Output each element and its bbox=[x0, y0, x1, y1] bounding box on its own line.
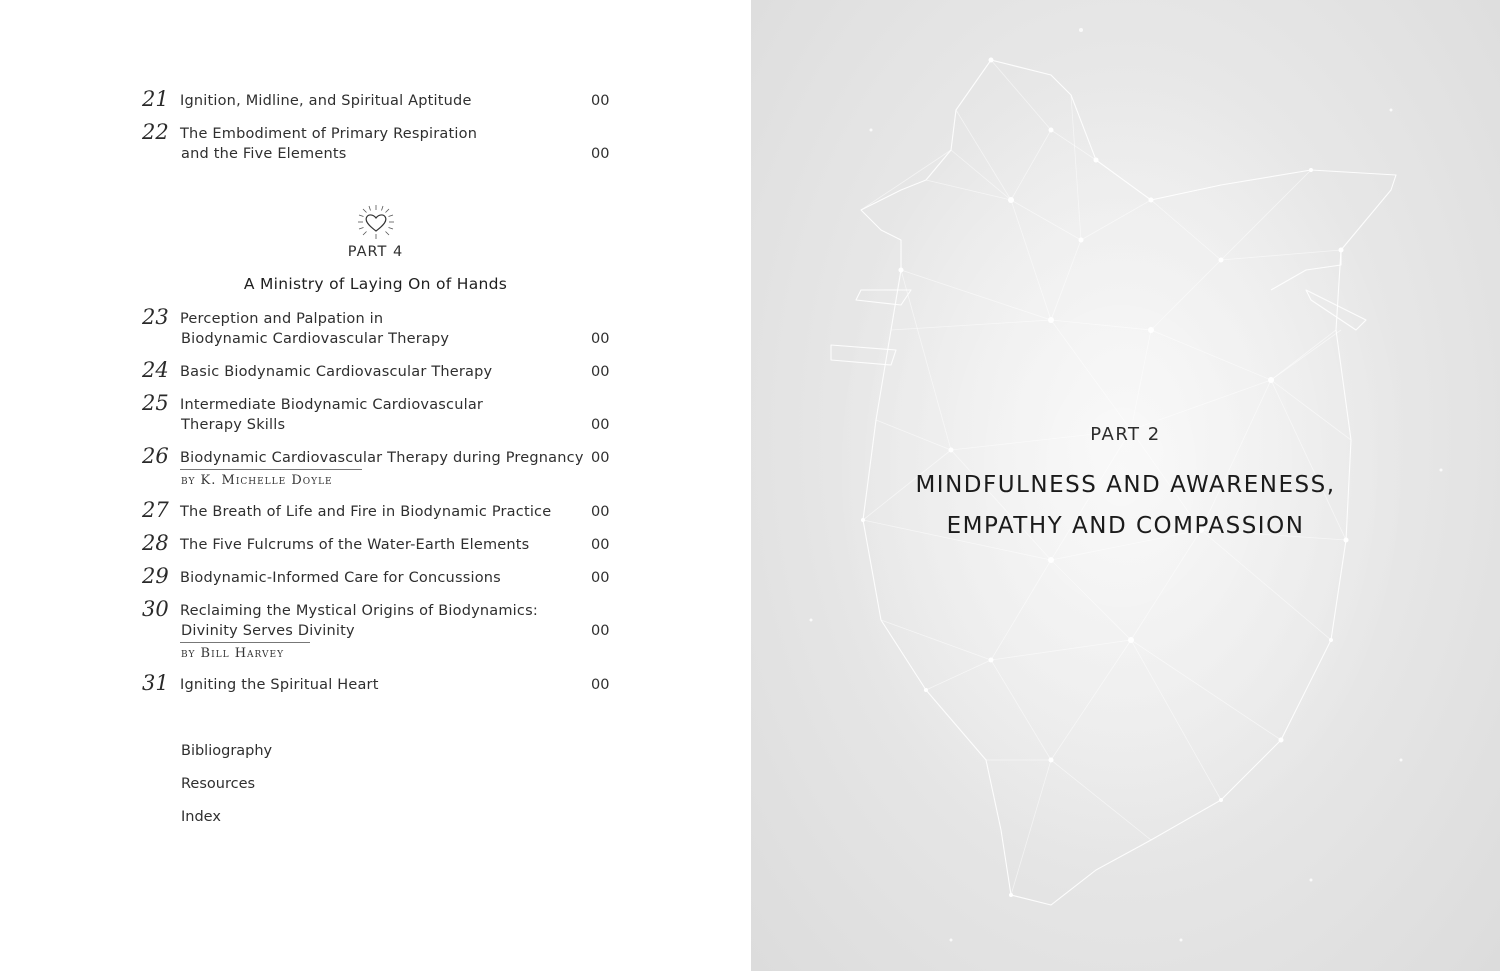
toc-chapter-title-continued[interactable]: and the Five Elements bbox=[181, 146, 347, 162]
backmatter-resources[interactable]: Resources bbox=[181, 776, 256, 792]
toc-chapter-title-continued[interactable]: Biodynamic Cardiovascular Therapy bbox=[181, 331, 450, 347]
part-2-title-line-1: MINDFULNESS AND AWARENESS, bbox=[915, 472, 1336, 498]
author-divider bbox=[180, 642, 310, 643]
toc-chapter-title[interactable]: Basic Biodynamic Cardiovascular Therapy bbox=[180, 364, 493, 380]
toc-page-number: 00 bbox=[591, 504, 610, 520]
toc-chapter-number: 31 bbox=[142, 671, 169, 695]
toc-page-number: 00 bbox=[591, 364, 610, 380]
toc-chapter-author: by K. Michelle Doyle bbox=[181, 473, 333, 488]
toc-page-number: 00 bbox=[591, 417, 610, 433]
part-4-label: PART 4 bbox=[347, 244, 404, 260]
toc-page-number: 00 bbox=[591, 93, 610, 109]
toc-chapter-number: 23 bbox=[142, 305, 169, 329]
toc-chapter-title[interactable]: Reclaiming the Mystical Origins of Biodynamics: bbox=[180, 603, 538, 619]
toc-chapter-title[interactable]: Igniting the Spiritual Heart bbox=[180, 677, 379, 693]
toc-chapter-title[interactable]: Intermediate Biodynamic Cardiovascular bbox=[180, 397, 484, 413]
toc-chapter-title[interactable]: Ignition, Midline, and Spiritual Aptitude bbox=[180, 93, 472, 109]
toc-page-number: 00 bbox=[591, 450, 610, 466]
toc-chapter-title[interactable]: Biodynamic-Informed Care for Concussions bbox=[180, 570, 501, 586]
toc-chapter-number: 26 bbox=[142, 444, 169, 468]
toc-chapter-title[interactable]: The Five Fulcrums of the Water-Earth Elements bbox=[180, 537, 530, 553]
toc-chapter-title[interactable]: The Embodiment of Primary Respiration bbox=[180, 126, 478, 142]
toc-chapter-number: 28 bbox=[142, 531, 169, 555]
toc-chapter-number: 29 bbox=[142, 564, 169, 588]
toc-chapter-author: by Bill Harvey bbox=[181, 646, 285, 661]
toc-chapter-title-continued[interactable]: Divinity Serves Divinity bbox=[181, 623, 355, 639]
toc-page-number: 00 bbox=[591, 146, 610, 162]
backmatter-index[interactable]: Index bbox=[181, 809, 221, 825]
author-divider bbox=[180, 469, 362, 470]
heart-icon bbox=[357, 204, 395, 240]
toc-chapter-number: 21 bbox=[142, 87, 169, 111]
toc-page-number: 00 bbox=[591, 623, 610, 639]
toc-chapter-title-continued[interactable]: Therapy Skills bbox=[181, 417, 286, 433]
toc-page-number: 00 bbox=[591, 537, 610, 553]
toc-chapter-number: 24 bbox=[142, 358, 169, 382]
toc-chapter-number: 30 bbox=[142, 597, 169, 621]
backmatter-bibliography[interactable]: Bibliography bbox=[181, 743, 273, 759]
toc-page-number: 00 bbox=[591, 570, 610, 586]
toc-page-number: 00 bbox=[591, 331, 610, 347]
toc-chapter-title[interactable]: Perception and Palpation in bbox=[180, 311, 384, 327]
toc-page-number: 00 bbox=[591, 677, 610, 693]
toc-chapter-title[interactable]: Biodynamic Cardiovascular Therapy during Pregnancy bbox=[180, 450, 584, 466]
part-2-label: PART 2 bbox=[1090, 424, 1161, 445]
part-4-title: A Ministry of Laying On of Hands bbox=[243, 275, 508, 293]
right-page-part-opener bbox=[751, 0, 1500, 971]
toc-chapter-title[interactable]: The Breath of Life and Fire in Biodynamic Practice bbox=[180, 504, 552, 520]
toc-chapter-number: 27 bbox=[142, 498, 169, 522]
part-2-title-line-2: EMPATHY AND COMPASSION bbox=[946, 513, 1305, 539]
toc-chapter-number: 22 bbox=[142, 120, 169, 144]
toc-chapter-number: 25 bbox=[142, 391, 169, 415]
